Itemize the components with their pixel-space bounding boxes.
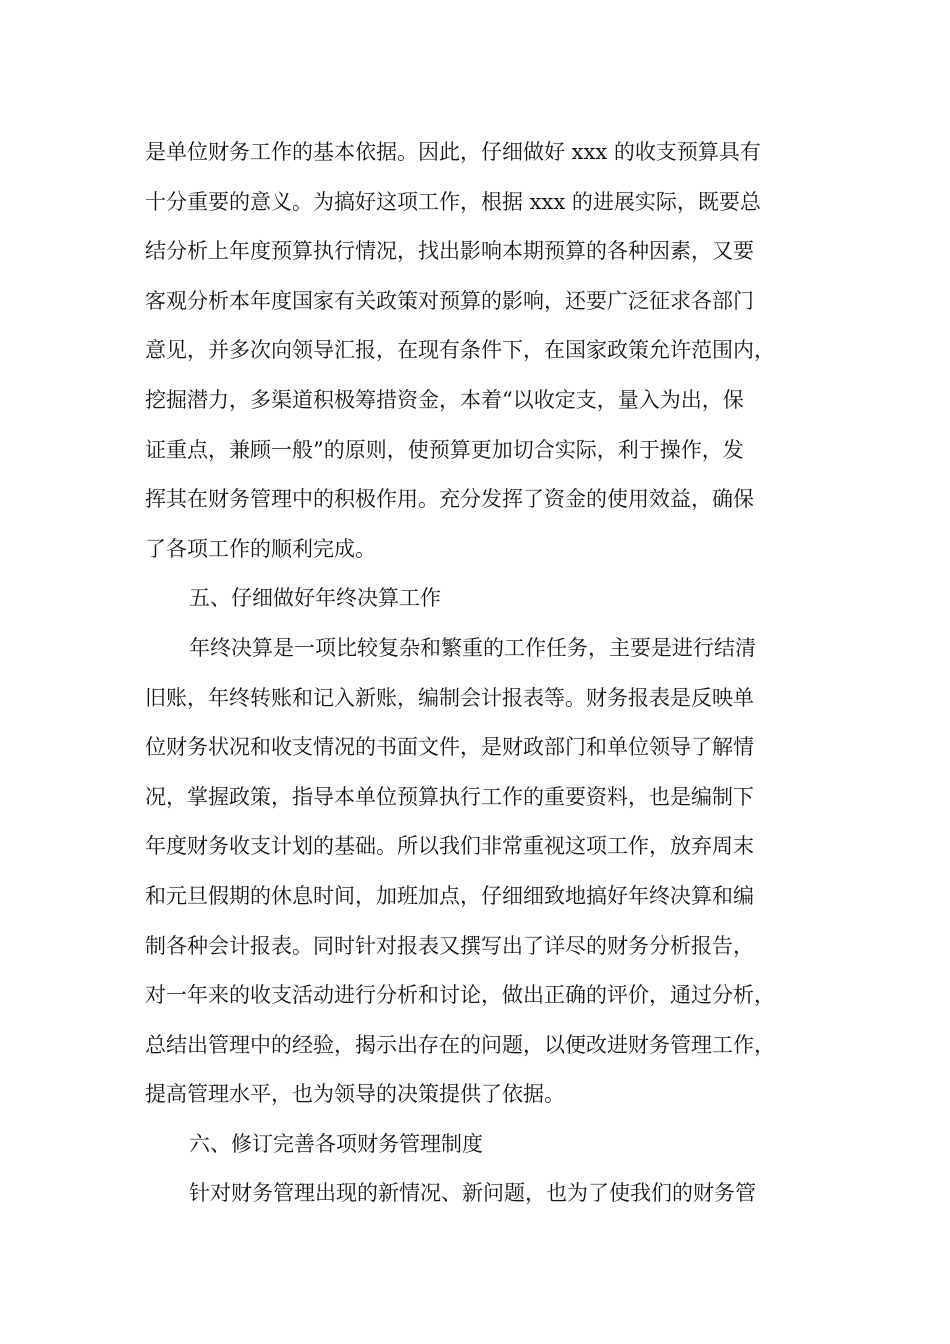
text-line: 十分重要的意义。为搞好这项工作，根据 xxx 的进展实际，既要总 <box>145 189 761 214</box>
text-line: 和元旦假期的休息时间，加班加点，仔细细致地搞好年终决算和编 <box>145 883 754 908</box>
section-heading: 六、修订完善各项财务管理制度 <box>189 1131 483 1156</box>
document-body <box>145 128 825 1219</box>
text-line: 挖掘潜力，多渠道积极筹措资金，本着“以收定支，量入为出，保 <box>145 387 744 412</box>
text-line: 位财务状况和收支情况的书面文件，是财政部门和单位领导了解情 <box>145 735 754 760</box>
text-line: 挥其在财务管理中的积极作用。充分发挥了资金的使用效益，确保 <box>145 487 754 512</box>
section-heading: 五、仔细做好年终决算工作 <box>189 586 441 611</box>
text-line: 证重点，兼顾一般”的原则，使预算更加切合实际，利于操作，发 <box>145 437 744 462</box>
text-line: 制各种会计报表。同时针对报表又撰写出了详尽的财务分析报告， <box>145 933 754 958</box>
text-line: 是单位财务工作的基本依据。因此，仔细做好 xxx 的收支预算具有 <box>145 140 761 164</box>
text-line: 旧账，年终转账和记入新账，编制会计报表等。财务报表是反映单 <box>145 685 754 710</box>
text-line: 针对财务管理出现的新情况、新问题，也为了使我们的财务管 <box>189 1181 756 1206</box>
text-line: 结分析上年度预算执行情况，找出影响本期预算的各种因素，又要 <box>145 239 754 264</box>
text-line: 意见，并多次向领导汇报，在现有条件下，在国家政策允许范围内， <box>145 338 775 363</box>
text-line: 况，掌握政策，指导本单位预算执行工作的重要资料，也是编制下 <box>145 784 754 809</box>
text-line: 提高管理水平，也为领导的决策提供了依据。 <box>145 1082 565 1107</box>
text-line: 对一年来的收支活动进行分析和讨论，做出正确的评价，通过分析， <box>145 983 775 1008</box>
text-line: 年终决算是一项比较复杂和繁重的工作任务，主要是进行结清 <box>189 635 756 660</box>
text-line: 客观分析本年度国家有关政策对预算的影响，还要广泛征求各部门 <box>145 288 754 313</box>
text-line: 年度财务收支计划的基础。所以我们非常重视这项工作，放弃周末 <box>145 834 754 859</box>
text-line: 总结出管理中的经验，揭示出存在的问题，以便改进财务管理工作， <box>145 1032 775 1057</box>
text-line: 了各项工作的顺利完成。 <box>145 536 376 561</box>
